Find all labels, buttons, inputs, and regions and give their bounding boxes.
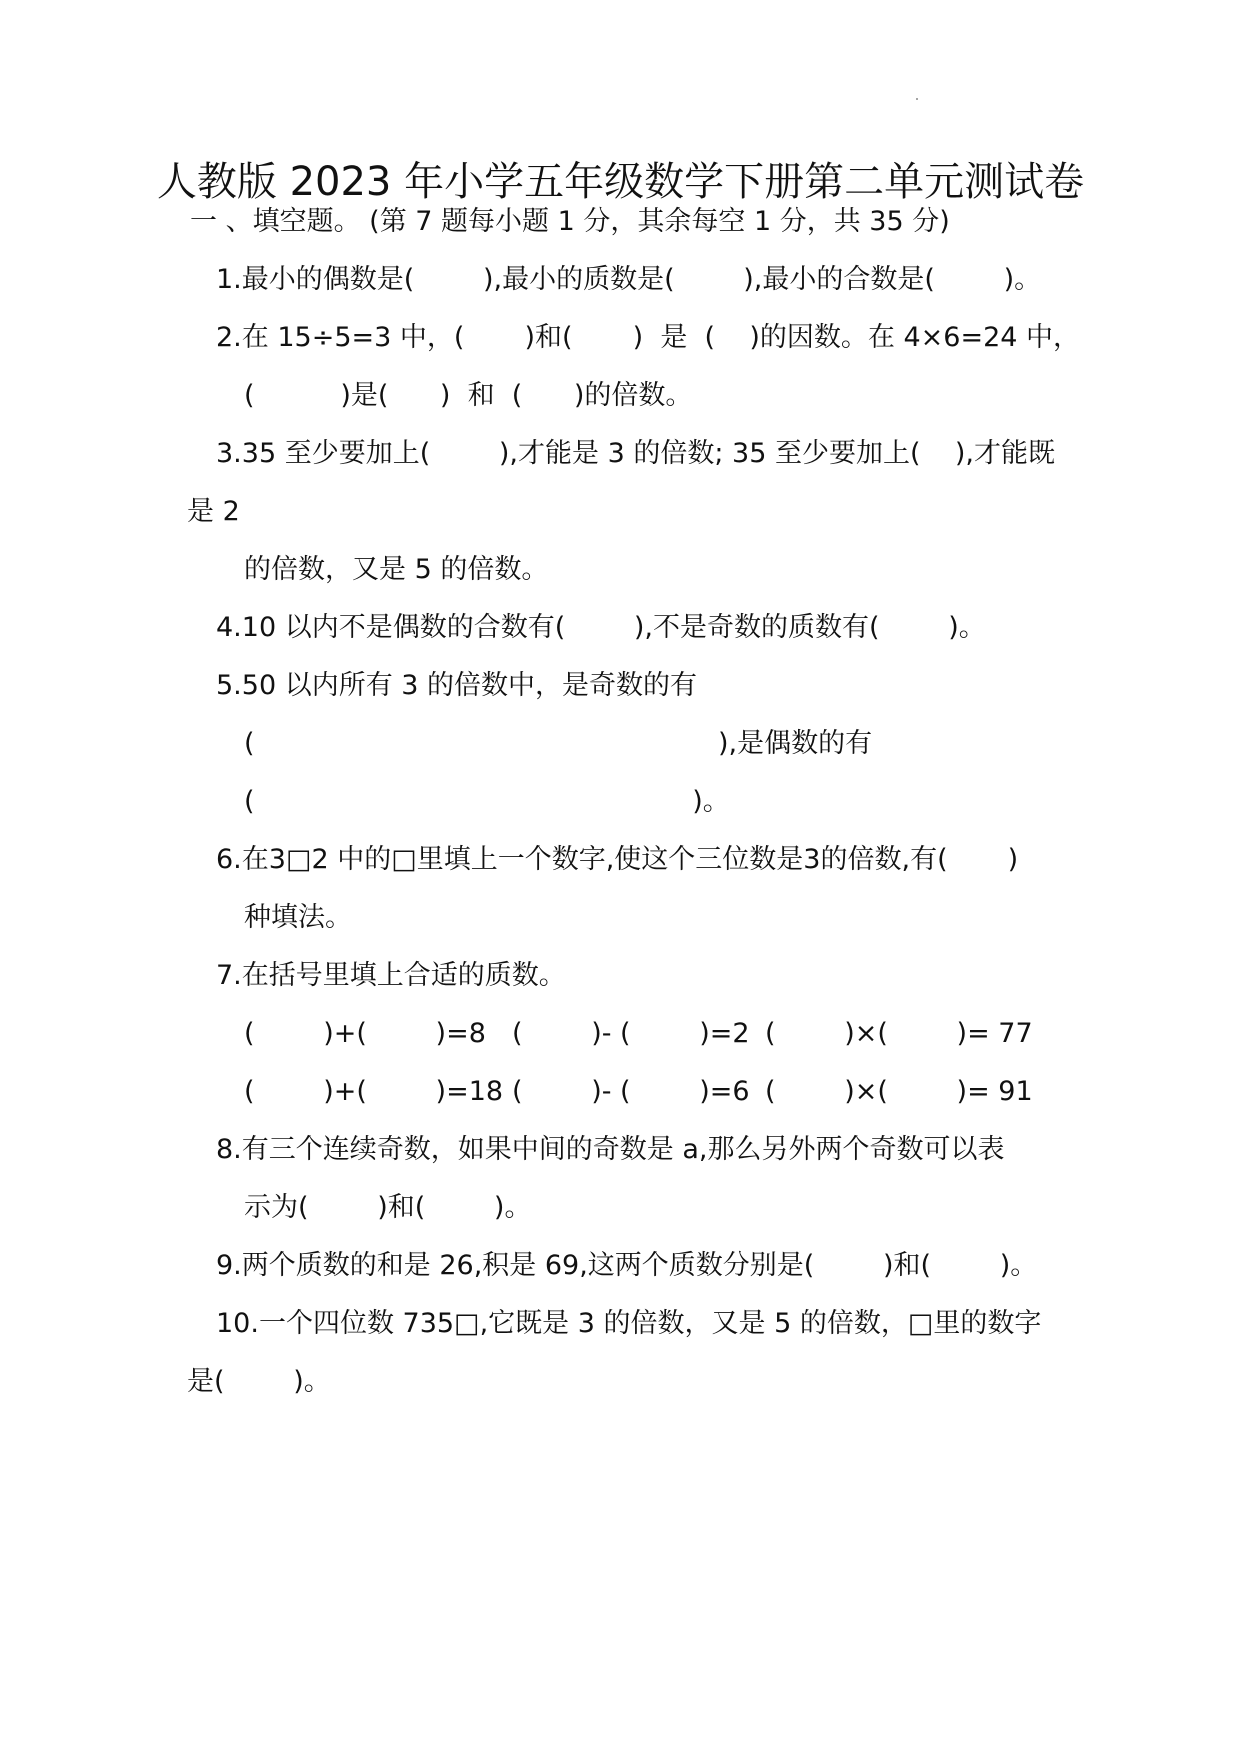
question-7-row-1: [0, 1016, 1241, 1052]
question-8-line-2: 示为( )和( )。: [244, 1192, 532, 1223]
question-8-line-1: 8.有三个连续奇数，如果中间的奇数是 a,那么另外两个奇数可以表: [216, 1134, 1005, 1165]
q7-addition-blank: ( )+( )=18: [244, 1076, 504, 1107]
question-5-line-1: 5.50 以内所有 3 的倍数中，是奇数的有: [216, 670, 698, 701]
q7-addition-blank: ( )+( )=8: [244, 1018, 486, 1049]
question-3-line-2: 是 2: [187, 496, 240, 527]
question-7-row-2: [0, 1074, 1241, 1110]
q7-subtraction-blank: ( )- ( )=2: [512, 1018, 750, 1049]
question-5-line-3: ( )。: [244, 786, 730, 817]
q7-multiplication-blank: ( )×( )= 91: [765, 1076, 1033, 1107]
question-7-heading: 7.在括号里填上合适的质数。: [216, 960, 566, 991]
section-heading: 一 、填空题。 (第 7 题每小题 1 分，其余每空 1 分，共 35 分): [190, 206, 950, 237]
q7-multiplication-blank: ( )×( )= 77: [765, 1018, 1033, 1049]
question-2-line-2: ( )是( ) 和 ( )的倍数。: [244, 380, 693, 411]
question-2-line-1: 2.在 15÷5=3 中，( )和( ) 是 ( )的因数。在 4×6=24 中，: [216, 322, 1081, 353]
question-6-line-1: 6.在3□2 中的□里填上一个数字,使这个三位数是3的倍数,有( ): [216, 844, 1019, 875]
question-10-line-2: 是( )。: [187, 1366, 331, 1397]
question-1: 1.最小的偶数是( ),最小的质数是( ),最小的合数是( )。: [216, 264, 1042, 295]
scan-speck: [916, 98, 918, 100]
paper-title: 人教版 2023 年小学五年级数学下册第二单元测试卷: [156, 159, 1085, 205]
q7-subtraction-blank: ( )- ( )=6: [512, 1076, 750, 1107]
question-5-line-2: ( ),是偶数的有: [244, 728, 873, 759]
question-10-line-1: 10.一个四位数 735□,它既是 3 的倍数，又是 5 的倍数，□里的数字: [216, 1308, 1042, 1339]
question-3-line-3: 的倍数，又是 5 的倍数。: [244, 554, 549, 585]
question-9: 9.两个质数的和是 26,积是 69,这两个质数分别是( )和( )。: [216, 1250, 1038, 1281]
question-4: 4.10 以内不是偶数的合数有( ),不是奇数的质数有( )。: [216, 612, 986, 643]
question-6-line-2: 种填法。: [244, 902, 352, 933]
question-3-line-1: 3.35 至少要加上( ),才能是 3 的倍数; 35 至少要加上( ),才能既: [216, 438, 1055, 469]
